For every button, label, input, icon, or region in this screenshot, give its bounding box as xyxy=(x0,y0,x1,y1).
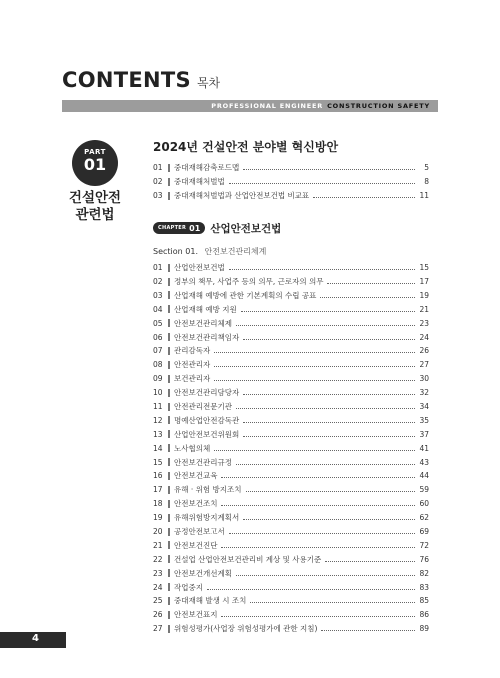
toc-entry-page: 62 xyxy=(419,513,429,523)
toc-entry[interactable] xyxy=(153,330,429,344)
toc-entry-number: 09 xyxy=(153,374,163,384)
toc-leader-dots xyxy=(221,477,415,478)
header xyxy=(62,68,438,112)
toc-separator xyxy=(168,569,170,577)
toc-entry-title: 노사협의체 xyxy=(174,443,211,453)
toc-entry[interactable] xyxy=(153,261,429,275)
toc-separator xyxy=(168,583,170,591)
toc-separator xyxy=(168,192,170,200)
chapter-number: 01 xyxy=(189,223,201,233)
toc-entry-page: 43 xyxy=(419,457,429,467)
toc-entry-title: 정부의 책무, 사업주 등의 의무, 근로자의 의무 xyxy=(174,277,324,286)
toc-entry[interactable] xyxy=(153,189,429,203)
page-number-tab xyxy=(0,632,66,648)
toc-entry-number: 21 xyxy=(153,540,163,550)
toc-entry-page: 60 xyxy=(419,499,429,509)
section-label: Section 01. xyxy=(153,246,198,256)
toc-entry-title: 건설업 산업안전보건관리비 계상 및 사용기준 xyxy=(174,554,322,564)
toc-entry-title: 안전보건관리담당자 xyxy=(174,388,240,398)
toc-leader-dots xyxy=(327,283,415,284)
toc-entry-title: 안전보건관리규정 xyxy=(174,457,232,467)
toc-entry-title: 산업재해 예방 지원 xyxy=(174,304,237,314)
toc-entry-number: 23 xyxy=(153,568,163,578)
toc-separator xyxy=(168,528,170,536)
toc-separator xyxy=(168,178,170,186)
toc-entry-title: 안전보건개선계획 xyxy=(174,568,232,578)
toc-separator xyxy=(168,291,170,299)
toc-entry-page: 44 xyxy=(419,471,429,481)
toc-separator xyxy=(168,472,170,480)
toc-entry-page: 32 xyxy=(419,388,429,398)
toc-entry[interactable] xyxy=(153,441,429,455)
toc-entry[interactable] xyxy=(153,427,429,441)
toc-entry-title: 중대재해처벌법과 산업안전보건법 비교표 xyxy=(174,191,310,201)
toc-entry-number: 04 xyxy=(153,304,163,314)
toc-entry[interactable] xyxy=(153,497,429,511)
toc-entry-title: 안전관리자 xyxy=(174,360,211,370)
part-number: 01 xyxy=(83,155,107,174)
toc-leader-dots xyxy=(243,394,415,395)
toc-entry-page: 5 xyxy=(424,163,429,173)
chapter-header xyxy=(153,221,429,236)
page-subtitle: 목차 xyxy=(196,76,221,90)
toc-leader-dots xyxy=(243,422,415,423)
toc-entry-number: 24 xyxy=(153,582,163,592)
toc-entry-number: 07 xyxy=(153,346,163,356)
toc-separator xyxy=(168,375,170,383)
toc-separator xyxy=(168,555,170,563)
toc-entry-page: 35 xyxy=(419,415,429,425)
toc-separator xyxy=(168,458,170,466)
toc-entry-page: 17 xyxy=(419,277,429,286)
toc-entry[interactable] xyxy=(153,580,429,594)
toc-entry-page: 86 xyxy=(419,610,429,620)
toc-entry-page: 21 xyxy=(419,304,429,314)
banner-text-professional: PROFESSIONAL ENGINEER xyxy=(211,102,324,110)
toc-entry-title: 공정안전보고서 xyxy=(174,527,225,537)
toc-separator xyxy=(168,430,170,438)
toc-entry[interactable] xyxy=(153,316,429,330)
toc-entry[interactable] xyxy=(153,511,429,525)
toc-leader-dots xyxy=(229,533,415,534)
toc-entry[interactable] xyxy=(153,161,429,175)
toc-separator xyxy=(168,389,170,397)
toc-entry-title: 중대재해감축로드맵 xyxy=(174,163,240,173)
banner-text-construction: CONSTRUCTION SAFETY xyxy=(327,102,430,110)
toc-entry-title: 안전보건진단 xyxy=(174,540,218,550)
toc-entry-title: 중대재해처벌법 xyxy=(174,177,225,187)
toc-separator xyxy=(168,416,170,424)
toc-leader-dots xyxy=(243,339,415,340)
intro-section-list xyxy=(153,161,429,203)
toc-entry[interactable] xyxy=(153,400,429,414)
toc-entry[interactable] xyxy=(153,358,429,372)
toc-entry[interactable] xyxy=(153,413,429,427)
toc-entry-title: 위험성평가(사업장 위험성평가에 관한 지침) xyxy=(174,624,318,634)
toc-entry[interactable] xyxy=(153,455,429,469)
toc-leader-dots xyxy=(243,519,415,520)
toc-entry[interactable] xyxy=(153,594,429,608)
toc-entry[interactable] xyxy=(153,275,429,289)
toc-entry-page: 72 xyxy=(419,540,429,550)
toc-entry-number: 03 xyxy=(153,191,163,201)
toc-leader-dots xyxy=(214,352,415,353)
toc-entry-number: 17 xyxy=(153,485,163,495)
toc-leader-dots xyxy=(229,269,415,270)
toc-entry-page: 76 xyxy=(419,554,429,564)
toc-entry-title: 안전보건표지 xyxy=(174,610,218,620)
toc-entry-page: 24 xyxy=(419,332,429,342)
toc-entry-page: 83 xyxy=(419,582,429,592)
toc-entry-number: 15 xyxy=(153,457,163,467)
toc-entry-title: 안전보건교육 xyxy=(174,471,218,481)
toc-entry-title: 산업재해 예방에 관한 기본계획의 수립 공표 xyxy=(174,290,317,300)
toc-entry-page: 8 xyxy=(424,177,429,187)
toc-entry[interactable] xyxy=(153,302,429,316)
toc-entry-page: 59 xyxy=(419,485,429,495)
chapter-label: CHAPTER xyxy=(158,225,187,232)
toc-entry-page: 23 xyxy=(419,318,429,328)
toc-leader-dots xyxy=(236,575,415,576)
toc-content xyxy=(153,138,429,636)
toc-separator xyxy=(168,514,170,522)
toc-leader-dots xyxy=(214,450,415,451)
toc-entry-title: 관리감독자 xyxy=(174,346,211,356)
toc-entry-number: 02 xyxy=(153,177,163,187)
toc-leader-dots xyxy=(241,311,415,312)
toc-separator xyxy=(168,500,170,508)
toc-entry[interactable] xyxy=(153,288,429,302)
toc-entry-number: 10 xyxy=(153,388,163,398)
toc-entry[interactable] xyxy=(153,175,429,189)
toc-leader-dots xyxy=(320,297,415,298)
toc-entry-page: 19 xyxy=(419,290,429,300)
toc-entry[interactable] xyxy=(153,552,429,566)
toc-entry[interactable] xyxy=(153,372,429,386)
chapter-badge xyxy=(153,222,205,234)
section-title: 안전보건관리체계 xyxy=(204,246,267,256)
toc-separator xyxy=(168,541,170,549)
toc-entry-title: 유해위험방지계획서 xyxy=(174,513,240,523)
intro-section-heading: 2024년 건설안전 분야별 혁신방안 xyxy=(153,140,339,154)
toc-separator xyxy=(168,625,170,633)
page-title: CONTENTS xyxy=(62,68,191,92)
toc-entry-page: 85 xyxy=(419,596,429,606)
toc-separator xyxy=(168,486,170,494)
toc-entry-title: 작업중지 xyxy=(174,582,203,592)
part-title-line1: 건설안전 xyxy=(68,190,122,206)
toc-entry[interactable] xyxy=(153,566,429,580)
toc-entry-page: 69 xyxy=(419,527,429,537)
toc-leader-dots xyxy=(325,561,415,562)
toc-entry-number: 27 xyxy=(153,624,163,634)
toc-leader-dots xyxy=(229,183,415,184)
toc-entry-title: 안전관리전문기관 xyxy=(174,402,232,412)
toc-separator xyxy=(168,264,170,272)
toc-leader-dots xyxy=(214,380,415,381)
toc-leader-dots xyxy=(207,589,415,590)
toc-entry-title: 보건관리자 xyxy=(174,374,211,384)
page-number: 4 xyxy=(32,633,39,644)
toc-entry-page: 34 xyxy=(419,402,429,412)
toc-entry-number: 01 xyxy=(153,163,163,173)
toc-leader-dots xyxy=(313,197,415,198)
toc-separator xyxy=(168,597,170,605)
toc-entry-number: 14 xyxy=(153,443,163,453)
toc-entry-number: 19 xyxy=(153,513,163,523)
toc-entry-page: 37 xyxy=(419,429,429,439)
toc-leader-dots xyxy=(243,436,415,437)
title-row xyxy=(62,68,438,92)
toc-leader-dots xyxy=(321,630,415,631)
toc-entry-page: 30 xyxy=(419,374,429,384)
header-banner xyxy=(62,100,438,112)
toc-leader-dots xyxy=(221,547,415,548)
toc-entry-number: 20 xyxy=(153,527,163,537)
toc-entry-title: 명예산업안전감독관 xyxy=(174,415,240,425)
toc-separator xyxy=(168,347,170,355)
toc-entry-page: 41 xyxy=(419,443,429,453)
toc-leader-dots xyxy=(243,169,415,170)
toc-separator xyxy=(168,333,170,341)
part-title xyxy=(60,190,130,224)
toc-separator xyxy=(168,278,170,286)
toc-entry[interactable] xyxy=(153,622,429,636)
toc-entry-number: 22 xyxy=(153,554,163,564)
toc-separator xyxy=(168,319,170,327)
part-title-line2: 관련법 xyxy=(75,207,115,223)
toc-entry[interactable] xyxy=(153,608,429,622)
toc-leader-dots xyxy=(250,602,415,603)
toc-entry-title: 안전보건관리책임자 xyxy=(174,332,240,342)
toc-entry-page: 15 xyxy=(419,263,429,273)
toc-leader-dots xyxy=(221,616,415,617)
toc-entry[interactable] xyxy=(153,525,429,539)
toc-separator xyxy=(168,361,170,369)
toc-entry-title: 중대재해 발생 시 조치 xyxy=(174,596,247,606)
toc-entry-title: 산업안전보건위원회 xyxy=(174,429,240,439)
toc-entry[interactable] xyxy=(153,386,429,400)
toc-entry-page: 82 xyxy=(419,568,429,578)
part-badge xyxy=(72,140,118,186)
toc-entry-number: 02 xyxy=(153,277,163,286)
toc-leader-dots xyxy=(246,491,416,492)
toc-entry-number: 11 xyxy=(153,402,163,412)
toc-entry-number: 01 xyxy=(153,263,163,273)
toc-separator xyxy=(168,403,170,411)
toc-entry-title: 안전보건조치 xyxy=(174,499,218,509)
toc-entry-page: 26 xyxy=(419,346,429,356)
toc-leader-dots xyxy=(236,325,415,326)
toc-entry-title: 산업안전보건법 xyxy=(174,263,225,273)
toc-entry-title: 유해 · 위험 방지조치 xyxy=(174,485,242,495)
toc-entry-title: 안전보건관리체제 xyxy=(174,318,232,328)
toc-entry-number: 03 xyxy=(153,290,163,300)
toc-entry-number: 25 xyxy=(153,596,163,606)
toc-separator xyxy=(168,164,170,172)
toc-entry-page: 89 xyxy=(419,624,429,634)
toc-entry-number: 08 xyxy=(153,360,163,370)
part-label: PART xyxy=(84,148,106,156)
toc-separator xyxy=(168,305,170,313)
toc-leader-dots xyxy=(221,505,415,506)
toc-entry-number: 13 xyxy=(153,429,163,439)
section-heading xyxy=(153,246,429,259)
toc-leader-dots xyxy=(214,366,415,367)
toc-entry-page: 11 xyxy=(419,191,429,201)
toc-entry-number: 26 xyxy=(153,610,163,620)
toc-entry[interactable] xyxy=(153,344,429,358)
toc-entry-number: 06 xyxy=(153,332,163,342)
toc-list xyxy=(153,261,429,636)
toc-entry-page: 27 xyxy=(419,360,429,370)
toc-separator xyxy=(168,444,170,452)
chapter-title: 산업안전보건법 xyxy=(210,222,282,235)
toc-entry-number: 12 xyxy=(153,415,163,425)
toc-entry[interactable] xyxy=(153,483,429,497)
toc-entry-number: 18 xyxy=(153,499,163,509)
toc-leader-dots xyxy=(236,408,415,409)
toc-entry-number: 05 xyxy=(153,318,163,328)
toc-separator xyxy=(168,611,170,619)
toc-entry-number: 16 xyxy=(153,471,163,481)
toc-entry[interactable] xyxy=(153,538,429,552)
toc-entry[interactable] xyxy=(153,469,429,483)
toc-leader-dots xyxy=(236,464,415,465)
